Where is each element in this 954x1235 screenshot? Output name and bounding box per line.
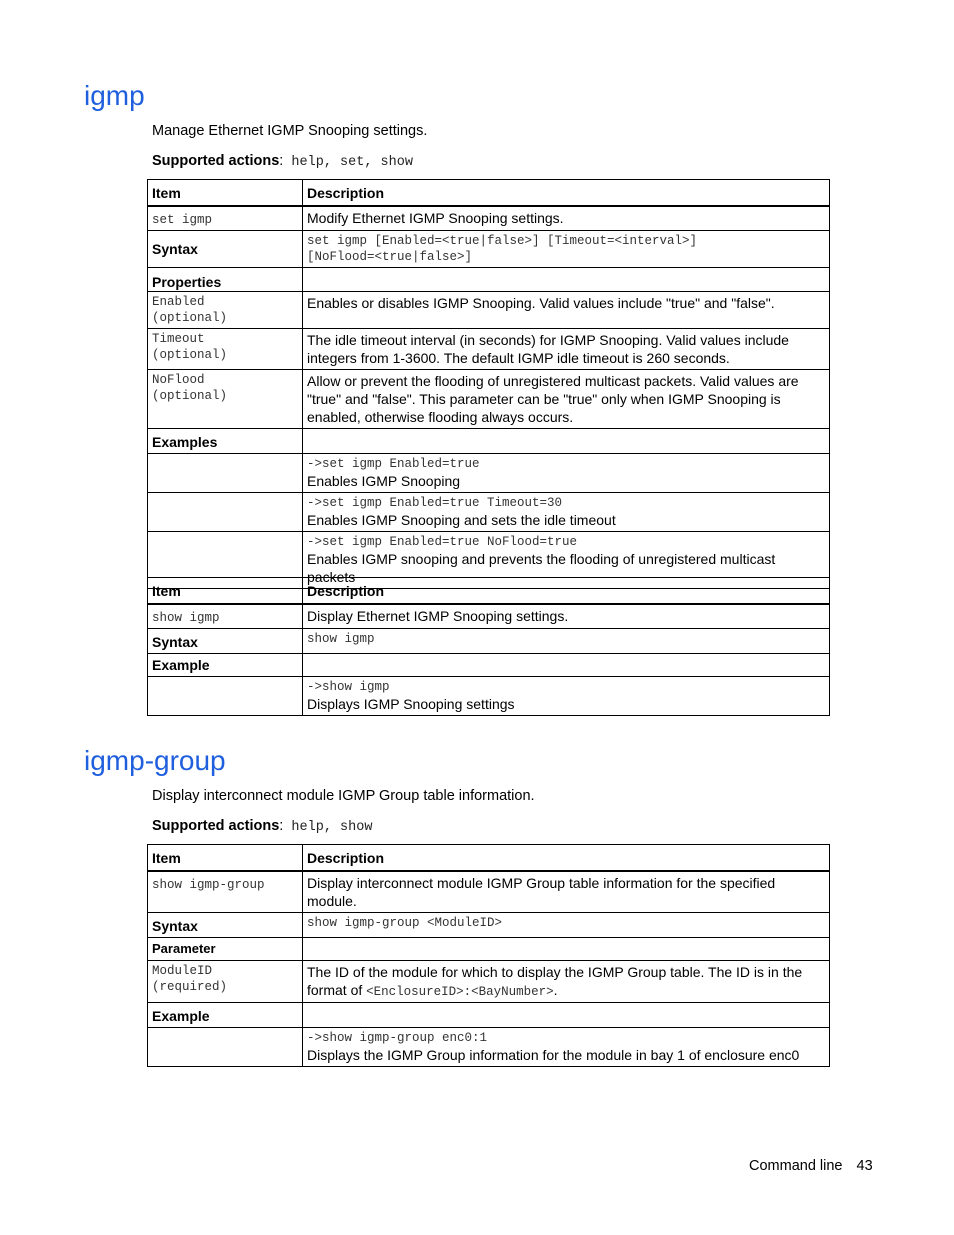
- description-cell: Enables or disables IGMP Snooping. Valid values include "true" and "false".: [303, 292, 830, 329]
- syntax-line: [NoFlood=<true|false>]: [307, 250, 473, 264]
- header-item: Item: [148, 578, 303, 605]
- property-name: Enabled: [152, 295, 205, 309]
- item-cell: [148, 1028, 303, 1067]
- igmp-set-table: [147, 179, 830, 589]
- item-cell: Parameter: [148, 938, 303, 961]
- table-row: [148, 938, 830, 961]
- table-row: [148, 913, 830, 938]
- example-command: ->set igmp Enabled=true NoFlood=true: [307, 535, 578, 549]
- header-item: Item: [148, 845, 303, 872]
- table-row: [148, 429, 830, 454]
- item-cell: Syntax: [148, 629, 303, 654]
- property-name: NoFlood: [152, 373, 205, 387]
- table-row: [148, 629, 830, 654]
- syntax-line: set igmp [Enabled=<true|false>] [Timeout=<interval>]: [307, 234, 698, 248]
- item-command: show igmp: [152, 611, 220, 625]
- table-row: [148, 961, 830, 1003]
- description-cell: [303, 654, 830, 677]
- section-title-igmp-group: igmp-group: [84, 745, 226, 776]
- item-cell: [148, 292, 303, 329]
- description-cell: Display Ethernet IGMP Snooping settings.: [303, 604, 830, 629]
- footer-section-name: Command line: [749, 1158, 843, 1174]
- page-number: 43: [856, 1158, 873, 1174]
- table-row: [148, 493, 830, 532]
- table-row: [148, 871, 830, 913]
- description-cell: [303, 454, 830, 493]
- description-cell: [303, 268, 830, 292]
- description-cell: [303, 1003, 830, 1028]
- description-cell: [303, 677, 830, 716]
- table-row: [148, 654, 830, 677]
- item-command: set igmp: [152, 213, 213, 227]
- table-row: [148, 1028, 830, 1067]
- table-row: [148, 454, 830, 493]
- example-command: ->show igmp-group enc0:1: [307, 1031, 488, 1045]
- page-footer: [749, 1158, 873, 1174]
- item-cell: Syntax: [148, 231, 303, 268]
- description-cell: [303, 231, 830, 268]
- description-cell: [303, 938, 830, 961]
- supported-actions-colon: :: [279, 818, 284, 834]
- item-cell: [148, 206, 303, 231]
- example-description: Enables IGMP Snooping: [307, 473, 461, 489]
- table-row: [148, 329, 830, 370]
- description-cell: [303, 961, 830, 1003]
- section-intro: Display interconnect module IGMP Group table information.: [152, 788, 535, 804]
- item-cell: [148, 493, 303, 532]
- description-cell: The idle timeout interval (in seconds) for IGMP Snooping. Valid values include integers from 1-3600. The default IGMP idle timeout is 260 seconds.: [303, 329, 830, 370]
- description-cell: Allow or prevent the flooding of unregistered multicast packets. Valid values are "true" and "false". This parameter can be "true" only when IGMP Snooping is enabled, otherwise flooding always occurs.: [303, 370, 830, 429]
- item-cell: Properties: [148, 268, 303, 292]
- supported-actions: [152, 153, 413, 171]
- example-command: ->set igmp Enabled=true: [307, 457, 480, 471]
- example-description: Enables IGMP snooping and prevents the flooding of unregistered multicast packets: [307, 551, 776, 585]
- supported-actions-label: Supported actions: [152, 153, 280, 169]
- table-row: [148, 268, 830, 292]
- header-description: Description: [303, 578, 830, 605]
- property-name: Timeout: [152, 332, 205, 346]
- parameter-format: <EnclosureID>:<BayNumber>: [366, 985, 554, 999]
- example-description: Displays IGMP Snooping settings: [307, 696, 515, 712]
- property-qualifier: (optional): [152, 348, 228, 362]
- table-row: [148, 370, 830, 429]
- table-row: [148, 677, 830, 716]
- table-row: [148, 1003, 830, 1028]
- item-cell: Example: [148, 654, 303, 677]
- example-description: Enables IGMP Snooping and sets the idle timeout: [307, 512, 616, 528]
- supported-actions: [152, 818, 372, 836]
- table-row: [148, 292, 830, 329]
- item-cell: Syntax: [148, 913, 303, 938]
- description-cell: [303, 429, 830, 454]
- item-cell: [148, 961, 303, 1003]
- item-cell: [148, 370, 303, 429]
- parameter-description: The ID of the module for which to display the IGMP Group table. The ID is in the format of: [307, 964, 803, 998]
- supported-actions-label: Supported actions: [152, 818, 280, 834]
- table-row: [148, 206, 830, 231]
- supported-actions-values: help, show: [283, 820, 373, 835]
- item-cell: [148, 871, 303, 913]
- table-header-row: [148, 578, 830, 605]
- supported-actions-colon: :: [279, 153, 284, 169]
- description-cell: [303, 493, 830, 532]
- description-cell: [303, 629, 830, 654]
- property-qualifier: (optional): [152, 311, 228, 325]
- supported-actions-values: help, set, show: [283, 155, 413, 170]
- item-cell: [148, 677, 303, 716]
- item-cell: [148, 604, 303, 629]
- item-command: show igmp-group: [152, 878, 265, 892]
- property-qualifier: (optional): [152, 389, 228, 403]
- description-cell: Modify Ethernet IGMP Snooping settings.: [303, 206, 830, 231]
- syntax-line: show igmp-group <ModuleID>: [307, 916, 503, 930]
- example-command: ->show igmp: [307, 680, 390, 694]
- table-row: [148, 604, 830, 629]
- table-header-row: [148, 180, 830, 207]
- parameter-description-end: .: [553, 982, 558, 998]
- header-description: Description: [303, 845, 830, 872]
- description-cell: [303, 913, 830, 938]
- item-cell: Examples: [148, 429, 303, 454]
- table-row: [148, 231, 830, 268]
- parameter-qualifier: (required): [152, 980, 228, 994]
- header-description: Description: [303, 180, 830, 207]
- igmp-group-show-table: [147, 844, 830, 1067]
- header-item: Item: [148, 180, 303, 207]
- example-command: ->set igmp Enabled=true Timeout=30: [307, 496, 563, 510]
- item-cell: [148, 454, 303, 493]
- description-cell: Display interconnect module IGMP Group table information for the specified module.: [303, 871, 830, 913]
- description-cell: [303, 1028, 830, 1067]
- item-cell: [148, 329, 303, 370]
- syntax-line: show igmp: [307, 632, 375, 646]
- item-cell: Example: [148, 1003, 303, 1028]
- table-header-row: [148, 845, 830, 872]
- section-intro: Manage Ethernet IGMP Snooping settings.: [152, 123, 428, 139]
- example-description: Displays the IGMP Group information for the module in bay 1 of enclosure enc0: [307, 1047, 800, 1063]
- section-title-igmp: igmp: [84, 80, 145, 111]
- igmp-show-table: [147, 577, 830, 716]
- parameter-name: ModuleID: [152, 964, 213, 978]
